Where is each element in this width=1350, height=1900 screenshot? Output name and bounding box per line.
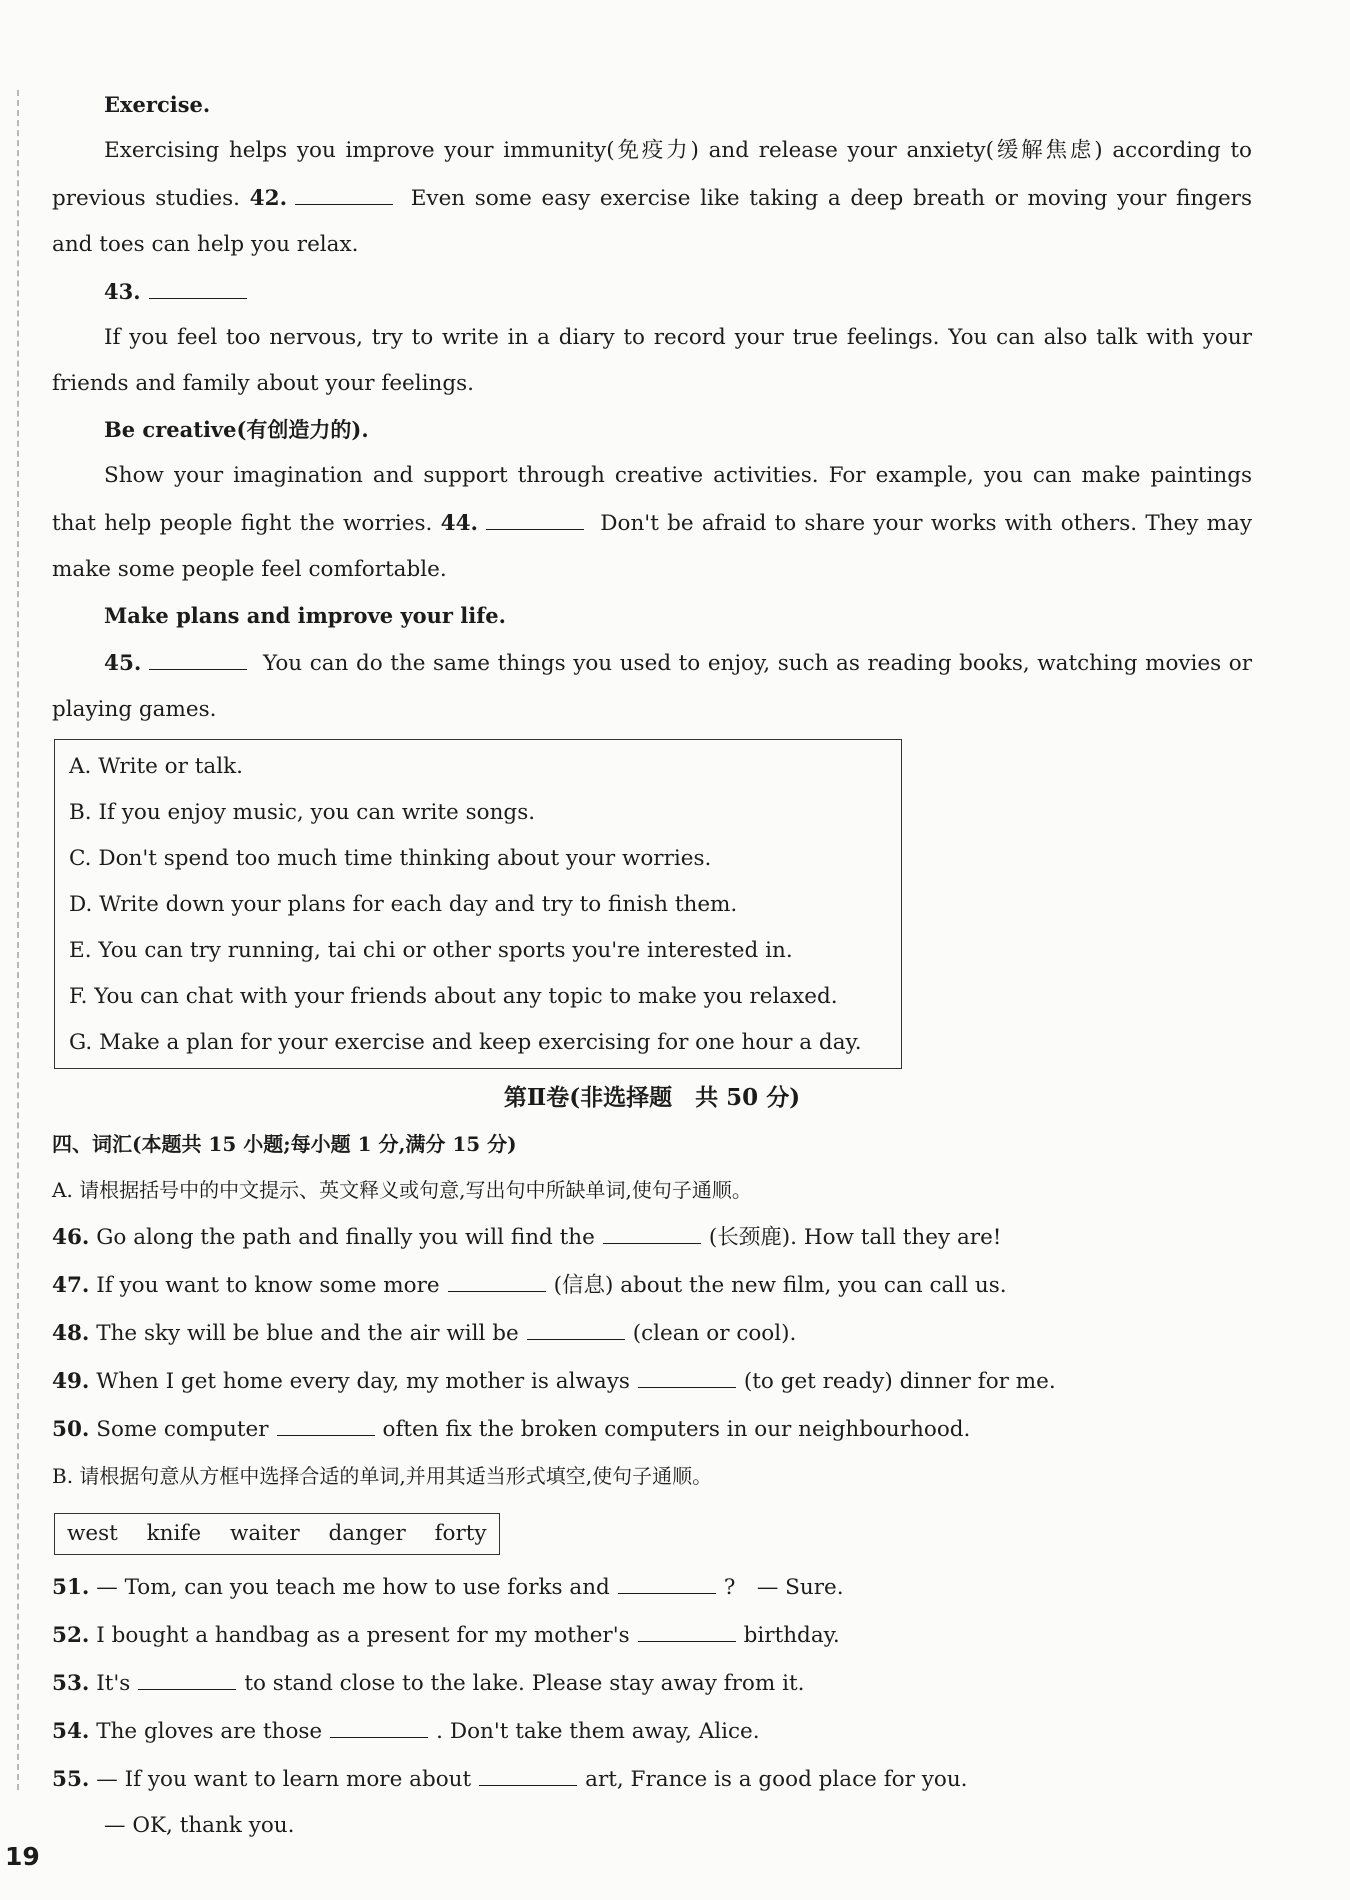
word-box-item: danger [328,1521,406,1546]
answer-blank[interactable] [277,1405,375,1436]
answer-blank[interactable] [527,1309,625,1340]
paragraph-creative: Show your imagination and support through creative activities. For example, you can make paintings that help people fight the worries. 44. Don't be afraid to share your works with others. They may make some people feel comfortable. [52,463,1252,582]
word-box-item: west [67,1521,118,1546]
answer-blank[interactable] [638,1357,736,1388]
option-item: E. You can try running, tai chi or other sports you're interested in. [69,938,793,963]
part-two-title: 第Ⅱ卷(非选择题 共 50 分) [503,1084,801,1111]
question-52: 52. I bought a handbag as a present for my mother's birthday. [52,1611,1252,1659]
paragraph-write-talk: If you feel too nervous, try to write in a diary to record your true feelings. You can also talk with your friends and family about your feelings. [52,325,1252,396]
question-53: 53. It's to stand close to the lake. Please stay away from it. [52,1659,1252,1707]
question-number: 43. [104,279,141,304]
heading-be-creative: Be creative(有创造力的). [104,417,369,442]
options-box [54,739,902,1069]
answer-blank[interactable] [149,639,247,670]
paragraph-exercise: Exercising helps you improve your immunity(免疫力) and release your anxiety(缓解焦虑) according to previous studies. 42. Even some easy exercise like taking a deep breath or moving your fingers and toes can help you relax. [52,138,1252,257]
worksheet-page [52,82,1252,1849]
answer-blank[interactable] [479,1755,577,1786]
question-55: 55. — If you want to learn more about art, France is a good place for you. [52,1755,1252,1803]
question-54: 54. The gloves are those . Don't take them away, Alice. [52,1707,1252,1755]
option-item: C. Don't spend too much time thinking about your worries. [69,846,712,871]
option-item: F. You can chat with your friends about any topic to make you relaxed. [69,984,838,1009]
part-b-questions [52,1563,1252,1849]
answer-blank[interactable] [638,1611,736,1642]
answer-blank[interactable] [138,1659,236,1690]
paragraph-plans: 45. You can do the same things you used to enjoy, such as reading books, watching movies or playing games. [52,639,1252,733]
question-48: 48. The sky will be blue and the air will be (clean or cool). [52,1309,1252,1357]
word-box-item: waiter [229,1521,300,1546]
question-43-line [52,268,1252,315]
part-b-instructions: B. 请根据句意从方框中选择合适的单词,并用其适当形式填空,使句子通顺。 [52,1464,713,1488]
option-item: B. If you enjoy music, you can write songs. [69,800,536,825]
question-51: 51. — Tom, can you teach me how to use forks and ? — Sure. [52,1563,1252,1611]
question-47: 47. If you want to know some more (信息) about the new film, you can call us. [52,1261,1252,1309]
question-46: 46. Go along the path and finally you will find the (长颈鹿). How tall they are! [52,1213,1252,1261]
answer-blank[interactable] [618,1563,716,1594]
question-50: 50. Some computer often fix the broken computers in our neighbourhood. [52,1405,1252,1453]
answer-blank[interactable] [330,1707,428,1738]
page-number: 19 [5,1842,40,1871]
answer-blank[interactable] [603,1213,701,1244]
question-number: 44. [440,511,479,536]
word-box [54,1513,500,1555]
word-box-item: forty [434,1521,487,1546]
question-number: 45. [104,651,142,676]
answer-blank[interactable] [149,268,247,299]
heading-exercise: Exercise. [104,92,211,117]
heading-make-plans: Make plans and improve your life. [104,603,506,628]
option-item: A. Write or talk. [69,754,243,779]
option-item: G. Make a plan for your exercise and keep exercising for one hour a day. [69,1030,862,1055]
answer-blank[interactable] [448,1261,546,1292]
question-number: 42. [249,186,288,211]
answer-blank[interactable] [295,174,393,205]
option-item: D. Write down your plans for each day and try to finish them. [69,892,738,917]
part-a-questions [52,1213,1252,1453]
section-four-heading: 四、词汇(本题共 15 小题;每小题 1 分,满分 15 分) [52,1132,517,1156]
part-a-instructions: A. 请根据括号中的中文提示、英文释义或句意,写出句中所缺单词,使句子通顺。 [52,1178,752,1202]
binding-dash-line [17,90,19,1790]
word-box-item: knife [146,1521,202,1546]
question-55-reply: — OK, thank you. [104,1813,295,1838]
question-49: 49. When I get home every day, my mother is always (to get ready) dinner for me. [52,1357,1252,1405]
answer-blank[interactable] [486,499,584,530]
